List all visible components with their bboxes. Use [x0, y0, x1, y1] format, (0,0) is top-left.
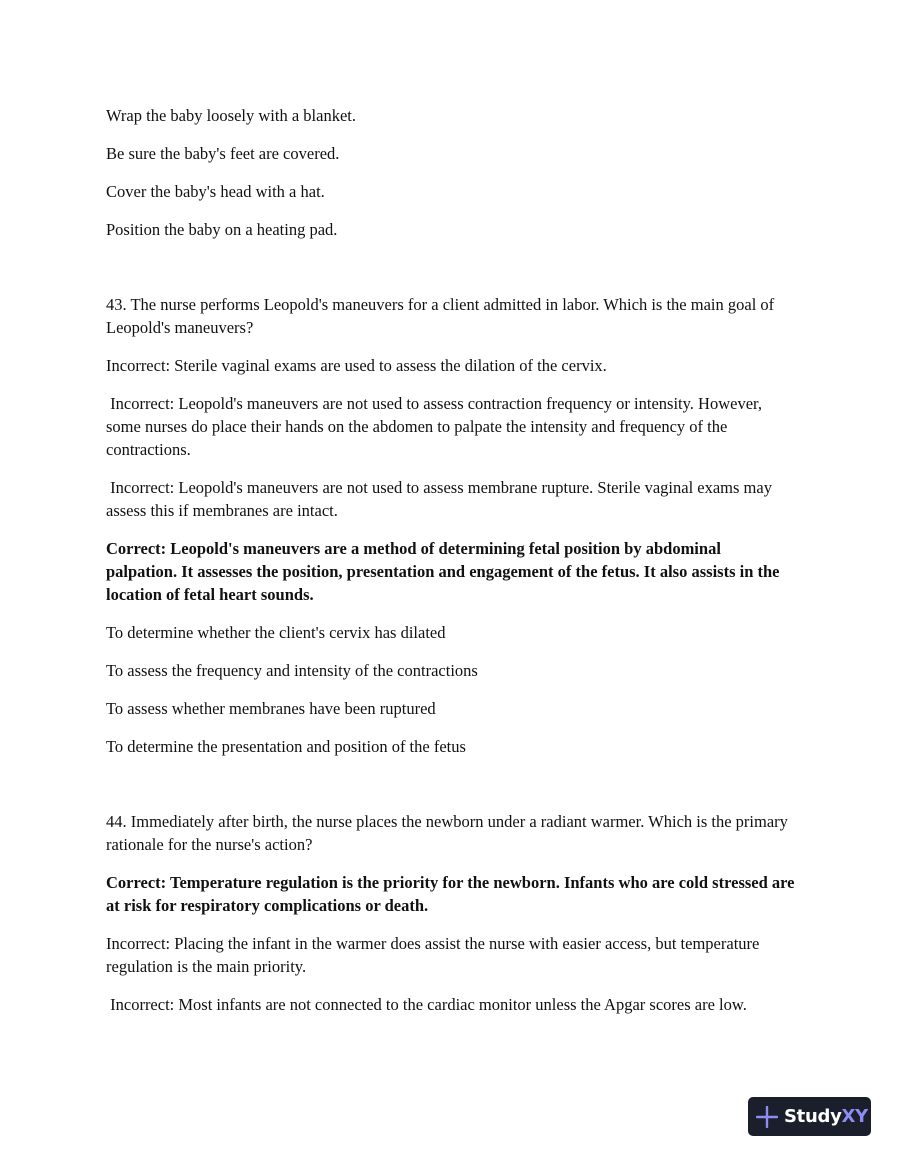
option-text: Wrap the baby loosely with a blanket. — [106, 106, 356, 125]
correct-rationale: Correct: Temperature regulation is the priority for the newborn. Infants who are cold stressed are at risk for respiratory complications or death. — [106, 873, 795, 915]
option-text: Be sure the baby's feet are covered. — [106, 144, 340, 163]
rationale-text: Incorrect: Placing the infant in the warmer does assist the nurse with easier access, but temperature regulation is the main priority. — [106, 934, 760, 976]
rationale-text: Incorrect: Sterile vaginal exams are used to assess the dilation of the cervix. — [106, 356, 607, 375]
option-text: Position the baby on a heating pad. — [106, 220, 338, 239]
rationale-text: Incorrect: Leopold's maneuvers are not used to assess membrane rupture. Sterile vaginal exams may assess this if membranes are intact. — [106, 478, 777, 520]
question-44: 44. Immediately after birth, the nurse places the newborn under a radiant warmer. Which is the primary rationale for the nurse's action? — [106, 812, 788, 854]
option-text: To determine the presentation and position of the fetus — [106, 737, 466, 756]
rationale-text: Incorrect: Most infants are not connected to the cardiac monitor unless the Apgar scores are low. — [106, 995, 747, 1014]
plus-icon — [756, 1106, 778, 1128]
option-text: To determine whether the client's cervix has dilated — [106, 623, 446, 642]
logo-text-main: Study — [784, 1106, 842, 1127]
question-43: 43. The nurse performs Leopold's maneuvers for a client admitted in labor. Which is the main goal of Leopold's maneuvers? — [106, 295, 775, 337]
option-text: Cover the baby's head with a hat. — [106, 182, 325, 201]
studyxy-logo-badge[interactable] — [748, 1097, 871, 1136]
question-spacer — [106, 256, 796, 293]
document-body — [106, 104, 796, 1031]
rationale-text: Incorrect: Leopold's maneuvers are not used to assess contraction frequency or intensity. However, some nurses do place their hands on the abdomen to palpate the intensity and frequency of the contractions. — [106, 394, 767, 459]
logo-text — [784, 1106, 868, 1127]
logo-text-accent: XY — [841, 1106, 868, 1127]
correct-rationale: Correct: Leopold's maneuvers are a method of determining fetal position by abdominal palpation. It assesses the position, presentation and engagement of the fetus. It also assists in the location of fetal heart sounds. — [106, 539, 780, 604]
option-text: To assess the frequency and intensity of the contractions — [106, 661, 478, 680]
question-spacer — [106, 773, 796, 810]
option-text: To assess whether membranes have been ruptured — [106, 699, 436, 718]
